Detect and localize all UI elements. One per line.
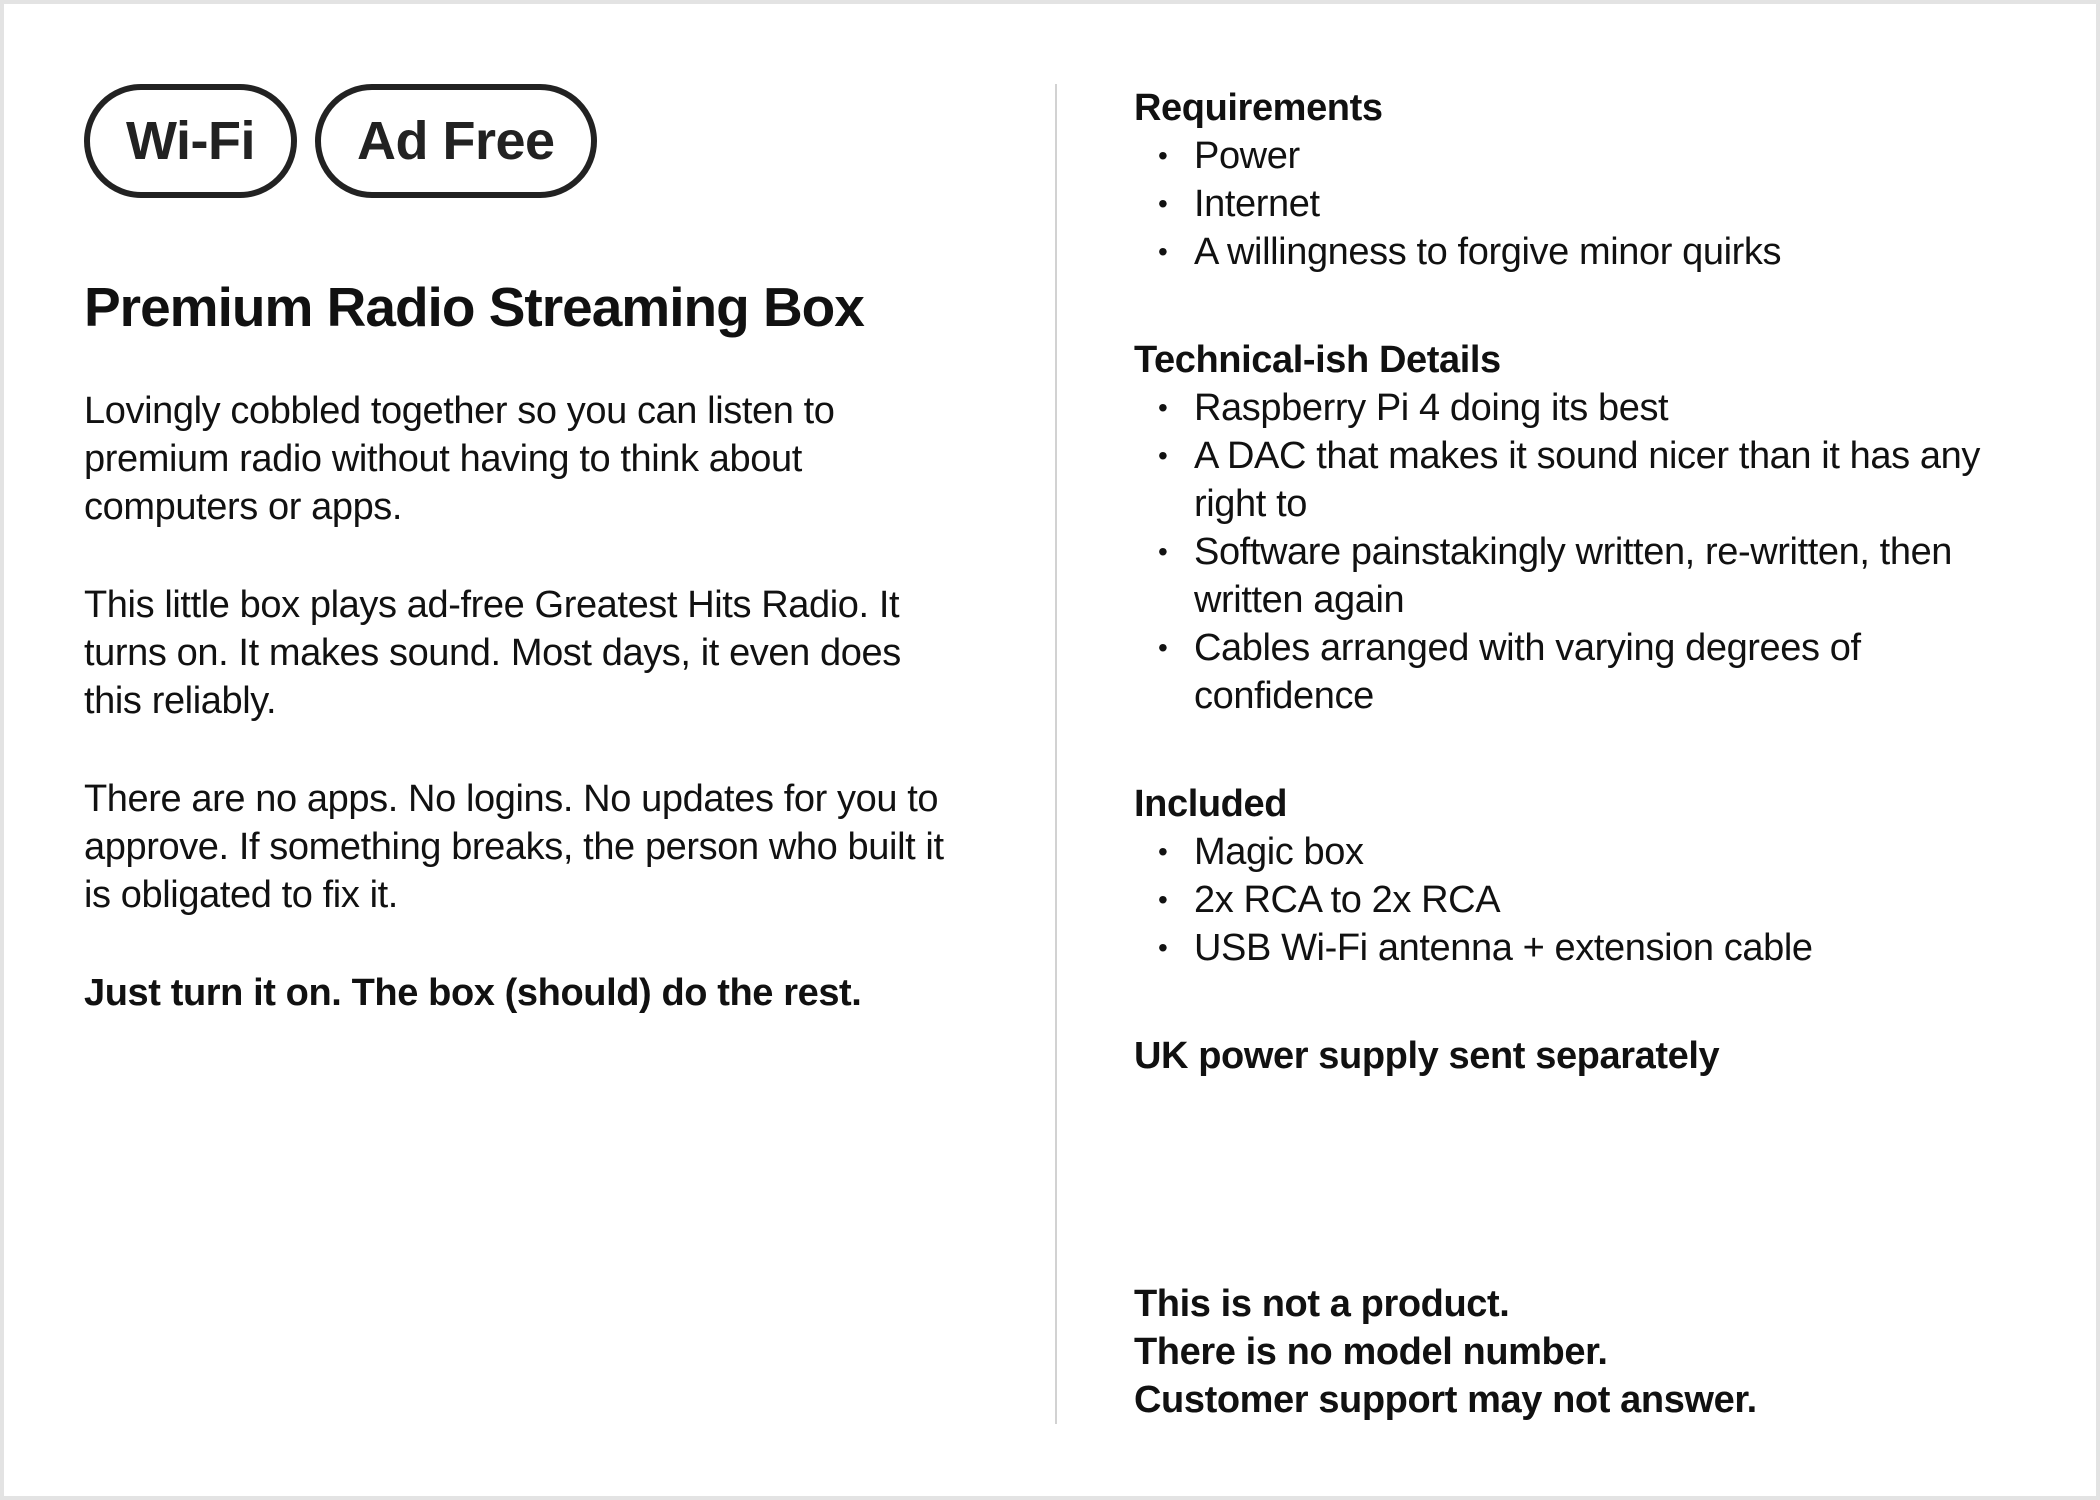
- list-item: • A willingness to forgive minor quirks: [1194, 228, 2034, 276]
- feature-tags: [84, 84, 964, 198]
- technical-list: [1194, 384, 2034, 720]
- requirements-section: [1134, 84, 2034, 276]
- right-column: [1134, 84, 2034, 1424]
- list-item: • Software painstakingly written, re-written, then written again: [1194, 528, 2034, 624]
- list-item: • Raspberry Pi 4 doing its best: [1194, 384, 2034, 432]
- tag-wifi: Wi-Fi: [84, 84, 297, 198]
- description-paragraph-3: There are no apps. No logins. No updates for you to approve. If something breaks, the person who built it is obligated to fix it.: [84, 778, 944, 917]
- description-paragraph-2: This little box plays ad-free Greatest Hits Radio. It turns on. It makes sound. Most days, it even does this reliably.: [84, 584, 901, 723]
- disclaimer: [1134, 1280, 1757, 1424]
- tagline: Just turn it on. The box (should) do the rest.: [84, 972, 862, 1015]
- included-heading: Included: [1134, 783, 1288, 825]
- power-supply-note: UK power supply sent separately: [1134, 1035, 1720, 1077]
- list-item: • Power: [1194, 132, 2034, 180]
- list-item: • Magic box: [1194, 828, 2034, 876]
- included-section: [1134, 780, 2034, 972]
- technical-section: [1134, 336, 2034, 720]
- list-item: • A DAC that makes it sound nicer than it has any right to: [1194, 432, 2034, 528]
- tag-ad-free: Ad Free: [315, 84, 597, 198]
- list-item: • Internet: [1194, 180, 2034, 228]
- requirements-heading: Requirements: [1134, 87, 1383, 129]
- column-divider: [1055, 84, 1057, 1424]
- included-list: [1194, 828, 2034, 972]
- requirements-list: [1194, 132, 2034, 276]
- list-item: • 2x RCA to 2x RCA: [1194, 876, 2034, 924]
- list-item: • Cables arranged with varying degrees of confidence: [1194, 624, 2034, 720]
- left-column: [84, 84, 964, 1017]
- technical-heading: Technical-ish Details: [1134, 339, 1501, 381]
- disclaimer-line-3: Customer support may not answer.: [1134, 1379, 1757, 1421]
- disclaimer-line-1: This is not a product.: [1134, 1283, 1510, 1325]
- disclaimer-line-2: There is no model number.: [1134, 1331, 1608, 1373]
- list-item: • USB Wi-Fi antenna + extension cable: [1194, 924, 2034, 972]
- description-paragraph-1: Lovingly cobbled together so you can listen to premium radio without having to think about computers or apps.: [84, 390, 835, 529]
- product-title: Premium Radio Streaming Box: [84, 276, 864, 338]
